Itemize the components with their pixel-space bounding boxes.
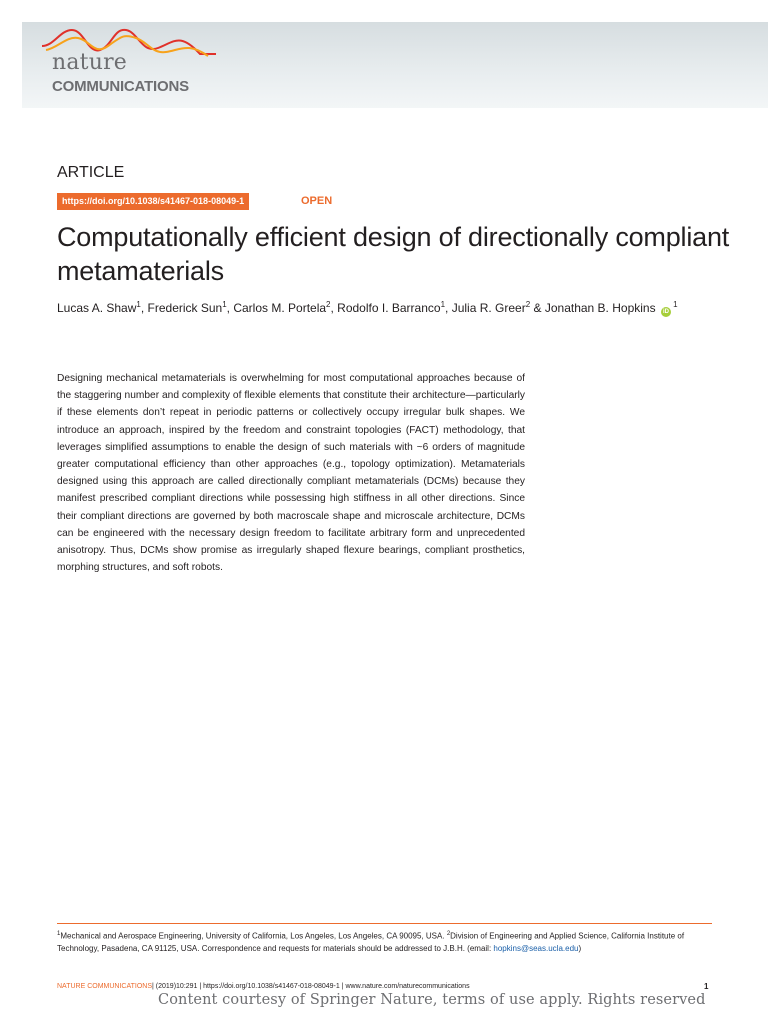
orcid-icon[interactable]: iD [662,309,669,315]
logo-wordmark-communications: COMMUNICATIONS [52,78,189,95]
author-name: Lucas A. Shaw [57,301,137,315]
author-list: Lucas A. Shaw$^1$, Frederick Sun$^1$, Carlos M. Portela$^2$, Rodolfo I. Barranco$^1$, Julia R. Greer$^2$ & Jonathan B. Hopkins iD $^1$ [57,300,678,315]
logo-wordmark-nature: nature [52,50,128,75]
affiliation-footnotes: $^1$Mechanical and Aerospace Engineering, University of California, Los Angeles, Los Angeles, CA 90095, USA. $^2$Division of Engineering and Applied Science, California Institute of Technology, Pasadena, CA 91125, USA. Correspondence and requests for materials should be addressed to J.B.H. (email: hopkins@seas.ucla.edu) [57,931,685,954]
doi-badge-link[interactable]: https://doi.org/10.1038/s41467-018-08049-1 [57,193,249,210]
footnote-divider [57,923,712,924]
open-access-label: OPEN [301,195,333,207]
author-affiliation: 1 [136,300,141,309]
author-name: Carlos M. Portela [233,301,327,315]
author-affiliation: 2 [326,300,331,309]
author-affiliation: 1 [222,300,227,309]
correspondence-email-link[interactable]: hopkins@seas.ucla.edu [493,944,579,954]
author-affiliation: 2 [525,300,531,309]
courtesy-watermark: Content courtesy of Springer Nature, terms of use apply. Rights reserved [158,992,706,1008]
footer-journal-name: NATURE COMMUNICATIONS [57,983,153,990]
author-affiliation-last: 1 [670,300,678,309]
page-footer [57,983,470,990]
author-name: Rodolfo I. Barranco [337,301,441,315]
author-name: Jonathan B. Hopkins [544,301,656,315]
abstract-paragraph: Designing mechanical metamaterials is overwhelming for most computational approaches because of the staggering number and complexity of flexible elements that constitute their architecture—particularly if these elements don’t repeat in periodic patterns or collectively occupy irregular bulk shapes. We introduce an approach, inspired by the freedom and constraint topologies (FACT) methodology, that leverages simplified assumptions to enable the design of such materials with ~6 orders of magnitude greater computational efficiency than other approaches (e.g., topology optimization). Metamaterials designed using this approach are called directionally compliant metamaterials (DCMs) because they manifest prescribed compliant directions while possessing high stiffness in all other directions. Since their compliant directions are governed by both macroscale shape and microscale architecture, DCMs can be engineered with the necessary design freedom to facilitate arbitrary form and unprecedented anisotropy. Thus, DCMs show promise as irregularly shaped flexure bearings, compliant prosthetics, morphing structures, and soft robots. [57,373,525,574]
author-name: Julia R. Greer [451,301,526,315]
article-type-label: ARTICLE [57,164,125,181]
author-name: Frederick Sun [147,301,223,315]
page-number: 1 [704,982,709,991]
author-affiliation: 1 [440,300,446,309]
article-title: Computationally efficient design of directionally compliant metamaterials [57,222,730,286]
footer-citation: | (2019)10:291 | https://doi.org/10.1038/s41467-018-08049-1 | www.nature.com/naturecommunications [152,983,470,990]
